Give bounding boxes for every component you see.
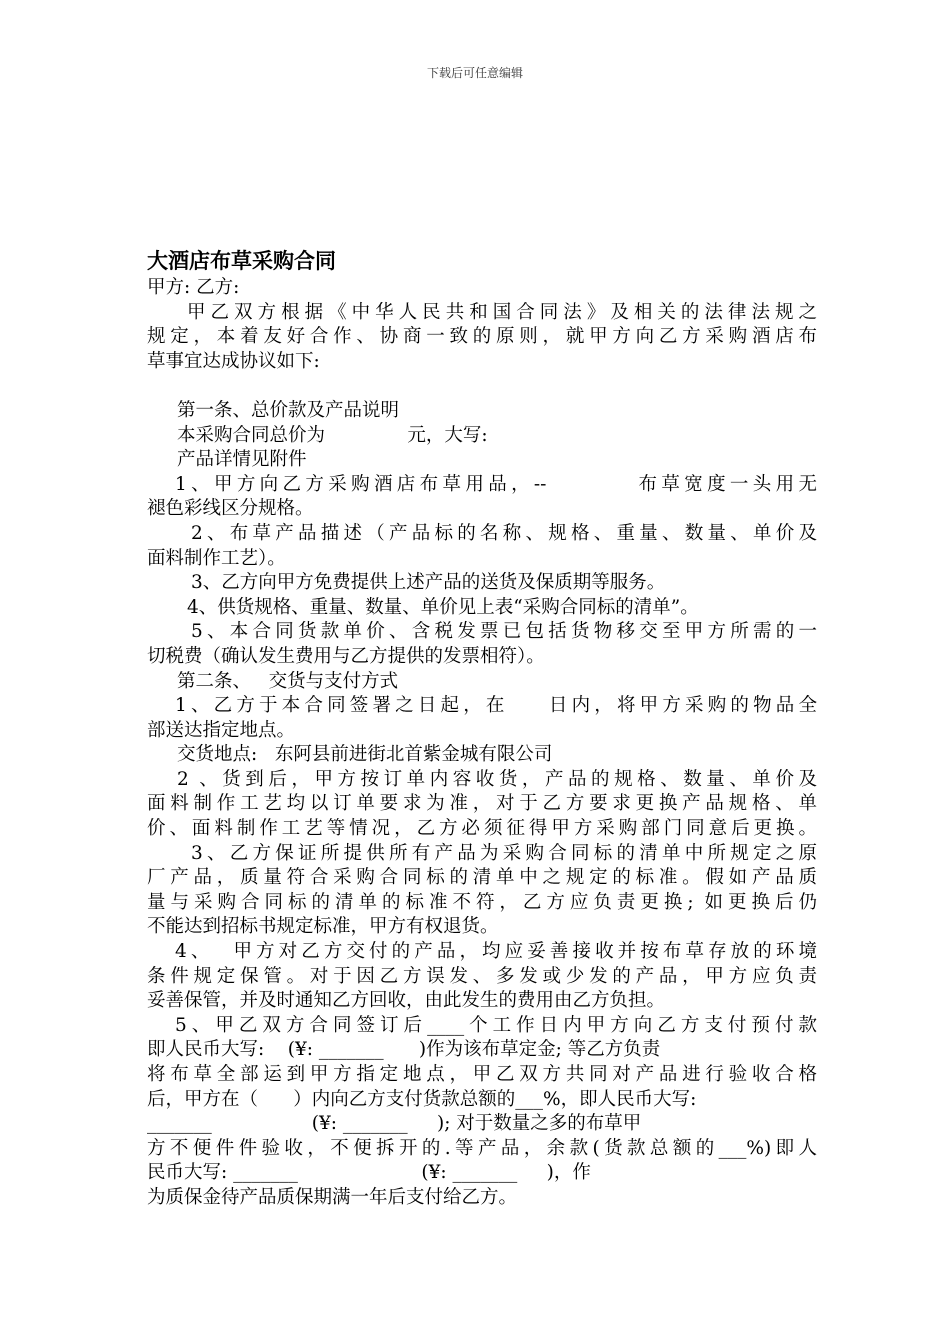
- paragraph-line: 即人民币大写: (¥: _______ )作为该布草定金; 等乙方负责: [147, 1039, 661, 1061]
- paragraph-line: 5、甲乙双方合同签订后____个工作日内甲方向乙方支付预付款: [175, 1014, 817, 1036]
- paragraph-line: 规定，本着友好合作、协商一致的原则，就甲方向乙方采购酒店布: [147, 326, 817, 348]
- page-header-note: 下载后可任意编辑: [426, 66, 523, 80]
- paragraph-line: 草事宜达成协议如下:: [147, 350, 320, 372]
- paragraph-line: 不能达到招标书规定标准，甲方有权退货。: [147, 916, 499, 938]
- paragraph-line: 2、布草产品描述（产品标的名称、规格、重量、数量、单价及: [191, 522, 817, 544]
- paragraph-line: 为质保金待产品质保期满一年后支付给乙方。: [147, 1186, 518, 1208]
- paragraph-line: 面料制作工艺）。: [147, 547, 286, 569]
- document-title: 大酒店布草采购合同: [147, 248, 336, 273]
- paragraph-line: 条件规定保管。对于因乙方误发、多发或少发的产品，甲方应负责: [147, 965, 817, 987]
- paragraph-line: 3、乙方保证所提供所有产品为采购合同标的清单中所规定之原: [191, 842, 817, 864]
- paragraph-line: 厂产品，质量符合采购合同标的清单中之规定的标准。假如产品质: [147, 867, 817, 889]
- paragraph-line: 1、甲方向乙方采购酒店布草用品，-- 布草宽度一头用无: [175, 473, 817, 495]
- paragraph-line: 本采购合同总价为 元，大写:: [177, 424, 488, 446]
- paragraph-line: 交货地点: 东阿县前进街北首紫金城有限公司: [177, 744, 553, 766]
- paragraph-line: 褪色彩线区分规格。: [147, 498, 314, 520]
- paragraph-line: 民币大写: _______ (¥: _______ )，作: [147, 1162, 591, 1184]
- paragraph-line: 5、本合同货款单价、含税发票已包括货物移交至甲方所需的一: [191, 621, 817, 643]
- parties-line: 甲方: 乙方:: [147, 277, 240, 298]
- paragraph-line: 面料制作工艺均以订单要求为准，对于乙方要求更换产品规格、单: [147, 793, 817, 815]
- paragraph-line: 4、供货规格、重量、数量、单价见上表“采购合同标的清单”。: [187, 596, 699, 618]
- paragraph-line: 1、乙方于本合同签署之日起，在 日内，将甲方采购的物品全: [175, 695, 817, 717]
- paragraph-line: 量与采购合同标的清单的标准不符，乙方应负责更换; 如更换后仍: [147, 891, 817, 913]
- paragraph-line: 产品详情见附件: [177, 449, 307, 471]
- section-heading: 第一条、总价款及产品说明: [177, 399, 400, 421]
- paragraph-line: 4、 甲方对乙方交付的产品，均应妥善接收并按布草存放的环境: [175, 941, 817, 963]
- paragraph-line: 价、面料制作工艺等情况，乙方必须征得甲方采购部门同意后更换。: [147, 818, 817, 840]
- paragraph-line: 方不便件件验收，不便拆开的.等产品，余款(货款总额的___%)即人: [147, 1137, 817, 1159]
- paragraph-line: _______ (¥: _______ ); 对于数量之多的布草甲: [147, 1113, 642, 1135]
- paragraph-line: 切税费（确认发生费用与乙方提供的发票相符）。: [147, 645, 545, 667]
- paragraph-line: 部送达指定地点。: [147, 719, 296, 741]
- paragraph-line: 甲乙双方根据《中华人民共和国合同法》及相关的法律法规之: [187, 301, 817, 323]
- contract-body: [147, 246, 817, 1211]
- paragraph-line: 后，甲方在（ ）内向乙方支付货款总额的___%，即人民币大写:: [147, 1088, 697, 1110]
- paragraph-line: 将布草全部运到甲方指定地点，甲乙双方共同对产品进行验收合格: [147, 1064, 817, 1085]
- paragraph-line: 妥善保管，并及时通知乙方回收，由此发生的费用由乙方负担。: [147, 990, 666, 1012]
- paragraph-line: 2 、货到后，甲方按订单内容收货，产品的规格、数量、单价及: [177, 768, 817, 790]
- section-heading: 第二条、 交货与支付方式: [177, 670, 399, 692]
- paragraph-line: 3、乙方向甲方免费提供上述产品的送货及保质期等服务。: [191, 572, 666, 594]
- blank-line: [147, 374, 817, 399]
